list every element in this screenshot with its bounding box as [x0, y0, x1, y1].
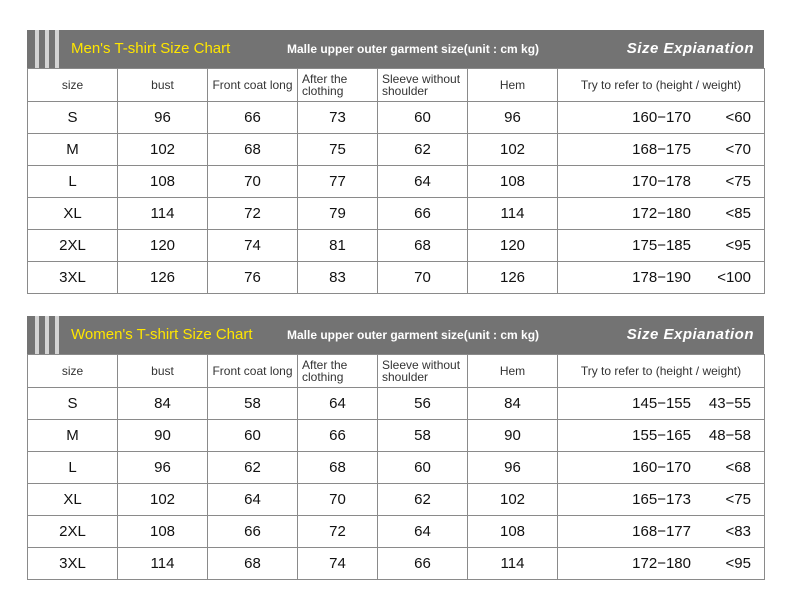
cell-size: XL — [28, 484, 118, 516]
cell-size: 3XL — [28, 262, 118, 294]
cell-hem: 108 — [468, 516, 558, 548]
cell-weight-range: <95 — [725, 555, 751, 572]
cell-weight-range: <75 — [725, 173, 751, 190]
cell-reference — [558, 516, 765, 548]
table-row — [28, 516, 765, 548]
cell-after: 83 — [298, 262, 378, 294]
cell-reference — [558, 420, 765, 452]
header-front-coat-long: Front coat long — [208, 355, 298, 388]
cell-sleeve: 66 — [378, 548, 468, 580]
cell-after: 72 — [298, 516, 378, 548]
cell-bust: 108 — [118, 516, 208, 548]
cell-after: 66 — [298, 420, 378, 452]
cell-weight-range: <60 — [725, 109, 751, 126]
cell-hem: 90 — [468, 420, 558, 452]
cell-bust: 84 — [118, 388, 208, 420]
table-header-row — [28, 69, 765, 102]
cell-front: 66 — [208, 102, 298, 134]
table-row — [28, 230, 765, 262]
header-stripe — [35, 30, 39, 68]
cell-sleeve: 70 — [378, 262, 468, 294]
cell-reference — [558, 548, 765, 580]
cell-height-range: 172−180 — [632, 555, 691, 572]
cell-front: 58 — [208, 388, 298, 420]
cell-reference — [558, 166, 765, 198]
cell-height-range: 170−178 — [632, 173, 691, 190]
cell-front: 76 — [208, 262, 298, 294]
womens-chart-subtitle: Malle upper outer garment size(unit : cm kg) — [287, 328, 540, 342]
cell-bust: 96 — [118, 452, 208, 484]
cell-size: M — [28, 134, 118, 166]
cell-size: L — [28, 166, 118, 198]
table-row — [28, 388, 765, 420]
cell-weight-range: <75 — [725, 491, 751, 508]
cell-hem: 120 — [468, 230, 558, 262]
table-row — [28, 102, 765, 134]
table-header-row — [28, 355, 765, 388]
cell-front: 70 — [208, 166, 298, 198]
cell-size: XL — [28, 198, 118, 230]
cell-front: 68 — [208, 134, 298, 166]
cell-size: M — [28, 420, 118, 452]
header-stripe — [55, 30, 59, 68]
table-row — [28, 548, 765, 580]
table-row — [28, 198, 765, 230]
cell-hem: 102 — [468, 484, 558, 516]
header-hem: Hem — [468, 69, 558, 102]
table-row — [28, 134, 765, 166]
cell-size: S — [28, 102, 118, 134]
cell-front: 62 — [208, 452, 298, 484]
header-front-coat-long: Front coat long — [208, 69, 298, 102]
header-hem: Hem — [468, 355, 558, 388]
cell-bust: 96 — [118, 102, 208, 134]
cell-after: 73 — [298, 102, 378, 134]
cell-bust: 102 — [118, 484, 208, 516]
cell-height-range: 175−185 — [632, 237, 691, 254]
cell-weight-range: 48−58 — [708, 427, 751, 444]
cell-bust: 114 — [118, 548, 208, 580]
cell-reference — [558, 134, 765, 166]
header-reference: Try to refer to (height / weight) — [558, 69, 765, 102]
cell-hem: 114 — [468, 548, 558, 580]
cell-height-range: 172−180 — [632, 205, 691, 222]
header-reference: Try to refer to (height / weight) — [558, 355, 765, 388]
cell-sleeve: 62 — [378, 484, 468, 516]
mens-size-table — [27, 68, 765, 294]
table-row — [28, 262, 765, 294]
header-sleeve: Sleeve without shoulder — [378, 355, 468, 388]
cell-weight-range: <70 — [725, 141, 751, 158]
cell-bust: 126 — [118, 262, 208, 294]
header-stripe — [45, 316, 49, 354]
header-size: size — [28, 355, 118, 388]
mens-chart-subtitle: Malle upper outer garment size(unit : cm kg) — [287, 42, 540, 56]
cell-weight-range: <95 — [725, 237, 751, 254]
mens-size-explanation: Size Expianation — [626, 40, 754, 57]
cell-hem: 114 — [468, 198, 558, 230]
cell-bust: 120 — [118, 230, 208, 262]
cell-after: 81 — [298, 230, 378, 262]
cell-size: 2XL — [28, 230, 118, 262]
table-row — [28, 166, 765, 198]
mens-chart-header — [27, 30, 764, 68]
header-bust: bust — [118, 355, 208, 388]
mens-size-chart — [27, 30, 764, 294]
cell-height-range: 155−165 — [632, 427, 691, 444]
header-stripe — [35, 316, 39, 354]
cell-sleeve: 64 — [378, 516, 468, 548]
cell-weight-range: <83 — [725, 523, 751, 540]
womens-chart-header — [27, 316, 764, 354]
cell-size: 3XL — [28, 548, 118, 580]
cell-after: 68 — [298, 452, 378, 484]
cell-hem: 102 — [468, 134, 558, 166]
cell-height-range: 165−173 — [632, 491, 691, 508]
cell-reference — [558, 102, 765, 134]
cell-front: 68 — [208, 548, 298, 580]
cell-height-range: 168−177 — [632, 523, 691, 540]
cell-sleeve: 60 — [378, 452, 468, 484]
cell-hem: 96 — [468, 452, 558, 484]
header-after-clothing: After the clothing — [298, 69, 378, 102]
cell-sleeve: 62 — [378, 134, 468, 166]
cell-weight-range: 43−55 — [708, 395, 751, 412]
cell-front: 74 — [208, 230, 298, 262]
cell-after: 75 — [298, 134, 378, 166]
cell-height-range: 160−170 — [632, 109, 691, 126]
cell-reference — [558, 484, 765, 516]
cell-sleeve: 56 — [378, 388, 468, 420]
header-sleeve: Sleeve without shoulder — [378, 69, 468, 102]
cell-hem: 126 — [468, 262, 558, 294]
cell-height-range: 145−155 — [632, 395, 691, 412]
cell-height-range: 178−190 — [632, 269, 691, 286]
cell-bust: 102 — [118, 134, 208, 166]
womens-chart-title: Women's T-shirt Size Chart — [71, 326, 253, 343]
cell-bust: 114 — [118, 198, 208, 230]
cell-reference — [558, 198, 765, 230]
table-row — [28, 484, 765, 516]
cell-reference — [558, 262, 765, 294]
cell-sleeve: 66 — [378, 198, 468, 230]
cell-bust: 108 — [118, 166, 208, 198]
cell-height-range: 168−175 — [632, 141, 691, 158]
table-row — [28, 420, 765, 452]
cell-after: 77 — [298, 166, 378, 198]
cell-front: 60 — [208, 420, 298, 452]
cell-reference — [558, 388, 765, 420]
mens-chart-title: Men's T-shirt Size Chart — [71, 40, 231, 57]
cell-size: L — [28, 452, 118, 484]
header-size: size — [28, 69, 118, 102]
cell-front: 66 — [208, 516, 298, 548]
cell-reference — [558, 452, 765, 484]
cell-after: 64 — [298, 388, 378, 420]
header-after-clothing: After the clothing — [298, 355, 378, 388]
cell-sleeve: 58 — [378, 420, 468, 452]
cell-sleeve: 64 — [378, 166, 468, 198]
cell-height-range: 160−170 — [632, 459, 691, 476]
cell-hem: 108 — [468, 166, 558, 198]
cell-front: 72 — [208, 198, 298, 230]
cell-hem: 96 — [468, 102, 558, 134]
cell-size: S — [28, 388, 118, 420]
header-stripe — [45, 30, 49, 68]
header-stripe — [55, 316, 59, 354]
cell-after: 74 — [298, 548, 378, 580]
womens-size-explanation: Size Expianation — [626, 326, 754, 343]
cell-sleeve: 60 — [378, 102, 468, 134]
header-bust: bust — [118, 69, 208, 102]
cell-weight-range: <68 — [725, 459, 751, 476]
womens-size-chart — [27, 316, 764, 580]
cell-bust: 90 — [118, 420, 208, 452]
womens-size-table — [27, 354, 765, 580]
cell-front: 64 — [208, 484, 298, 516]
cell-weight-range: <85 — [725, 205, 751, 222]
cell-size: 2XL — [28, 516, 118, 548]
table-row — [28, 452, 765, 484]
cell-weight-range: <100 — [717, 269, 751, 286]
cell-hem: 84 — [468, 388, 558, 420]
cell-reference — [558, 230, 765, 262]
cell-after: 79 — [298, 198, 378, 230]
cell-after: 70 — [298, 484, 378, 516]
cell-sleeve: 68 — [378, 230, 468, 262]
